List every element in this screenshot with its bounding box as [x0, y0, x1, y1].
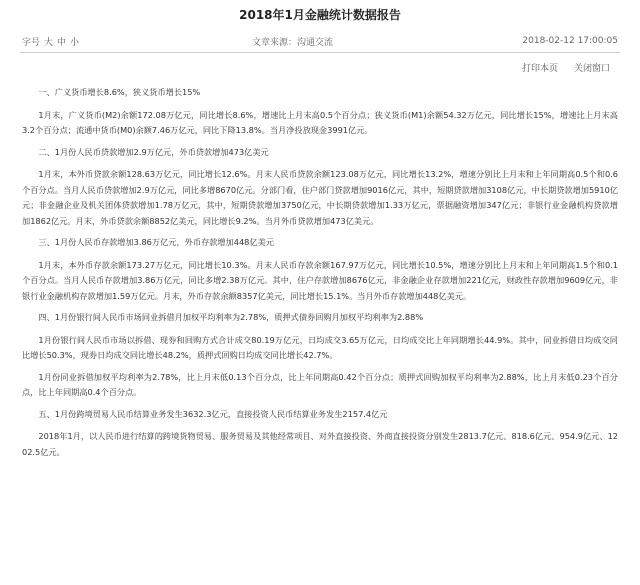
section-heading: 二、1月份人民币贷款增加2.9万亿元，外币贷款增加473亿美元 [38, 146, 269, 157]
font-size-large-link[interactable]: 大 [44, 37, 54, 48]
section-paragraph: 1月末，广义货币(M2)余额172.08万亿元，同比增长8.6%，增速比上月末高0.5个百分点；狭义货币(M1)余额54.32万亿元，同比增长15%，增速比上月末高3.2个百分点；流通中货币(M0)余额7.46万亿元，同比下降13.8%。当月净投放现金3991亿元。 [22, 109, 618, 135]
article-meta-bar [20, 34, 620, 53]
section-heading: 四、1月份银行间人民币市场同业拆借月加权平均利率为2.78%，质押式债券回购月加权平均利率为2.88% [38, 312, 424, 322]
font-size-controls [22, 35, 222, 48]
article-date: 2018-02-12 17:00:05 [522, 36, 618, 46]
article-source: 文章来源：沟通交流 [252, 37, 334, 48]
font-size-small-link[interactable]: 小 [70, 37, 80, 48]
section-paragraph: 1月份同业拆借加权平均利率为2.78%，比上月末低0.13个百分点，比上年同期高0.42个百分点；质押式回购加权平均利率为2.88%，比上月末低0.23个百分点，比上年同期高0.4个百分点。 [22, 371, 618, 397]
section-heading: 五、1月份跨境贸易人民币结算业务发生3632.3亿元，直接投资人民币结算业务发生2157.4亿元 [38, 408, 388, 419]
section-paragraph: 1月末，本外币存款余额173.27万亿元，同比增长10.3%。月末人民币存款余额167.97万亿元，同比增长10.5%，增速分别比上月末和上年同期高1.5个和0.1个百分点。当月人民币存款增加3.86万亿元，同比多增2.38万亿元。其中，住户存款增加8676亿元，非金融企业存款增加221亿元，财政性存款增加9609亿元，非银行业金融机构存款增加1.59万亿元。月末，外币存款余额8357亿美元，同比增长15.1%。当月外币存款增加448亿美元。 [22, 259, 618, 301]
close-window-link[interactable]: 关闭窗口 [573, 64, 610, 74]
font-size-medium-link[interactable]: 中 [57, 37, 67, 48]
section-heading: 三、1月份人民币存款增加3.86万亿元，外币存款增加448亿美元 [38, 237, 274, 247]
section-heading: 一、广义货币增长8.6%，狭义货币增长15% [38, 87, 201, 97]
article-actions [20, 61, 620, 73]
print-page-link[interactable]: 打印本页 [521, 64, 558, 74]
article-content [20, 85, 620, 460]
font-size-label: 字号 [22, 37, 41, 48]
article-title: 2018年1月金融统计数据报告 [239, 8, 401, 22]
section-paragraph: 1月末，本外币贷款余额128.63万亿元，同比增长12.6%。月末人民币贷款余额123.08万亿元，同比增长13.2%，增速分别比上月末和上年同期高0.5个和0.6个百分点。当月人民币贷款增加2.9万亿元，同比多增8670亿元。分部门看，住户部门贷款增加9016亿元，其中，短期贷款增加3108亿元，中长期贷款增加5910亿元；非金融企业及机关团体贷款增加1.78万亿元，其中，短期贷款增加3750亿元，中长期贷款增加1.33万亿元，票据融资增加347亿元；非银行业金融机构贷款增加1862亿元。月末，外币贷款余额8852亿美元，同比增长9.2%。当月外币贷款增加473亿美元。 [22, 169, 618, 226]
section-paragraph: 1月份银行间人民币市场以拆借、现券和回购方式合计成交80.19万亿元，日均成交3.65万亿元，日均成交比上年同期增长44.9%。其中，同业拆借日均成交同比增长50.3%，现券日均成交同比增长48.2%，质押式回购日均成交同比增长42.7%。 [22, 334, 618, 360]
section-paragraph: 2018年1月，以人民币进行结算的跨境货物贸易、服务贸易及其他经常项目、对外直接投资、外商直接投资分别发生2813.7亿元、818.6亿元、954.9亿元、1202.5亿元。 [22, 431, 618, 457]
